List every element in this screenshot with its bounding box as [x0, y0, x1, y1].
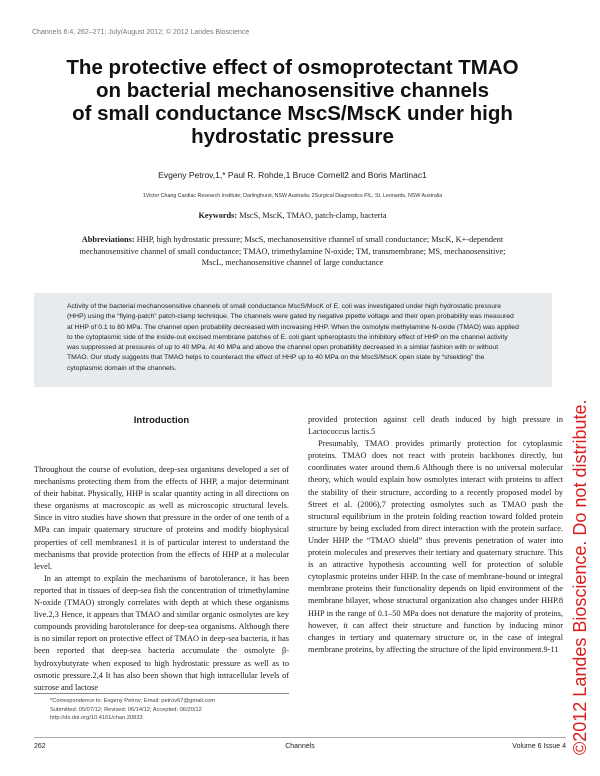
- footnotes: [50, 697, 290, 723]
- doi-link[interactable]: http://dx.doi.org/10.4161/chan.20833: [50, 715, 143, 722]
- submission-dates: Submitted: 05/07/12; Revised: 06/14/12; Accepted: 06/20/12: [50, 706, 202, 713]
- footer-journal: Channels: [285, 743, 315, 750]
- body-column-left: [34, 464, 289, 694]
- page-number: 262: [34, 743, 46, 750]
- abbreviations-line: MscL, mechanosensitive channel of large conductance: [201, 258, 384, 267]
- keywords-text: MscS, MscK, TMAO, patch-clamp, bacteria: [237, 211, 387, 220]
- abstract-text: Activity of the bacterial mechanosensitive channels of small conductance MscS/MscK of E. coli was investigated under high hydrostatic pressure (HHP) using the “flying-patch” patch-clamp technique. The channels were gated by negative pipette voltage and their open probability was measured at HHP of 0.1 to 80 MPa. The channel open probability decreased with increasing HHP. When the osmolyte methylamine N-oxide (TMAO) was applied to the cytoplasmic side of the inside-out excised membrane patches of E. coli giant spheroplasts the inhibitory effect of HHP on the channel activity was suppressed at pressures of up to 40 MPa. At 40 MPa and above the channel open probability decreased in a similar fashion with or without TMAO. Our study suggests that TMAO helps to counteract the effect of HHP up to 40 MPa on the MscS/MscK open state by “shielding” the cytoplasmic domain of the channels.: [67, 303, 519, 372]
- title-line: on bacterial mechanosensitive channels: [95, 79, 490, 102]
- title-line: The protective effect of osmoprotectant TMAO: [66, 56, 519, 79]
- affiliations: 1Victor Chang Cardiac Research Institute; Darlinghurst, NSW Australia; 2Surgical Diagnostics P/L; St. Leonards, NSW Australia: [142, 193, 443, 199]
- paragraph: Presumably, TMAO provides primarily protection for cytoplasmic proteins. TMAO does not react with protein backbones directly, but coordinates water around them.6 Although there is no universal molecular theory, which would explain how osmolytes interact with proteins to affect the stability of their structure, according to a recently proposed model by Street et al. (2006),7 protecting osmolytes such as TMAO push the structural equilibrium in the protein folding reaction toward folded protein structure by being excluded from direct interaction with the protein surface. Under HHP the “TMAO shield” thus prevents penetration of water into protein molecules and preserves their tertiary and quaternary structure. This is an attractive hypothesis accounting well for protection of soluble cytoplasmic proteins under HHP. In the case of membrane-bound or integral membrane proteins their functionality depends on lipid environment of the membrane bilayer, whose structural organization also changes under HHP.8 HHP in the range of 0.1–50 MPa does not denature the majority of proteins, however, it can affect their structure and function by inducing minor changes in tertiary and quaternary structure or, in the case of integral membrane proteins, by affecting the structure of the lipid environment.9-11: [308, 439, 563, 654]
- abbreviations-label: Abbreviations:: [81, 235, 135, 244]
- copyright-watermark: [560, 170, 600, 760]
- footer-divider: [34, 737, 566, 738]
- title-line: hydrostatic pressure: [191, 125, 394, 148]
- correspondence-note: *Correspondence to: Evgeny Petrov; Email: petrov67@gmail.com: [50, 698, 216, 704]
- body-column-right: [308, 414, 563, 656]
- watermark-text: ©2012 Landes Bioscience. Do not distribute.: [570, 399, 590, 755]
- journal-citation: Channels 6:4, 262–271; July/August 2012; © 2012 Landes Bioscience: [32, 29, 250, 36]
- keywords-label: Keywords:: [198, 211, 238, 220]
- article-title: [40, 56, 545, 148]
- footnote-divider: [34, 693, 289, 694]
- section-heading-introduction: Introduction: [133, 415, 190, 426]
- abbreviations-line: HHP, high hydrostatic pressure; MscS, mechanosensitive channel of small conductance; MscK, K+-dependent: [134, 235, 504, 244]
- footer-volume: Volume 6 Issue 4: [512, 743, 566, 750]
- keywords: [40, 211, 545, 220]
- abbreviations-line: mechanosensitive channel of small conductance; TMAO, trimethylamine N-oxide; TM, transmembrane; MS, mechanosensitive;: [79, 246, 506, 256]
- paragraph: provided protection against cell death induced by high pressure in Lactococcus lactis.5: [308, 415, 563, 437]
- paragraph: Throughout the course of evolution, deep-sea organisms developed a set of mechanisms protecting them from the effects of HHP, a major determinant of their habitat. Physically, HHP is scalar quantity acting in all directions on these organisms at macroscopic as well as microscopic structural levels. Since in vitro studies have shown that pressure in the order of one tenth of a MPa can impair quaternary structure of proteins and modify biophysical properties of cell membranes1 it is of particular interest to understand the mechanisms that provide protection from the effects of HHP at a molecular level.: [34, 465, 289, 571]
- abstract-box: [34, 293, 552, 387]
- abbreviations: [40, 234, 545, 269]
- paragraph: In an attempt to explain the mechanisms of barotolerance, it has been reported that in tissues of deep-sea fish the concentration of trimethylamine N-oxide (TMAO) strongly correlates with depth at which these organisms live.2,3 Hence, it appears that TMAO and similar organic osmolytes are key compounds providing barotolerance for deep-sea organisms. Although there is no similar report on protective effect of TMAO in deep-sea bacteria, it has been reported that deep-sea bacteria accumulate the osmolyte β-hydroxybutyrate when exposed to high hydrostatic pressure as well as to osmotic pressure.2,4 It has also been shown that high intracellular levels of sucrose and lactose: [34, 573, 289, 692]
- title-line: of small conductance MscS/MscK under high: [72, 102, 513, 125]
- author-list: Evgeny Petrov,1,* Paul R. Rohde,1 Bruce Cornell2 and Boris Martinac1: [158, 170, 427, 180]
